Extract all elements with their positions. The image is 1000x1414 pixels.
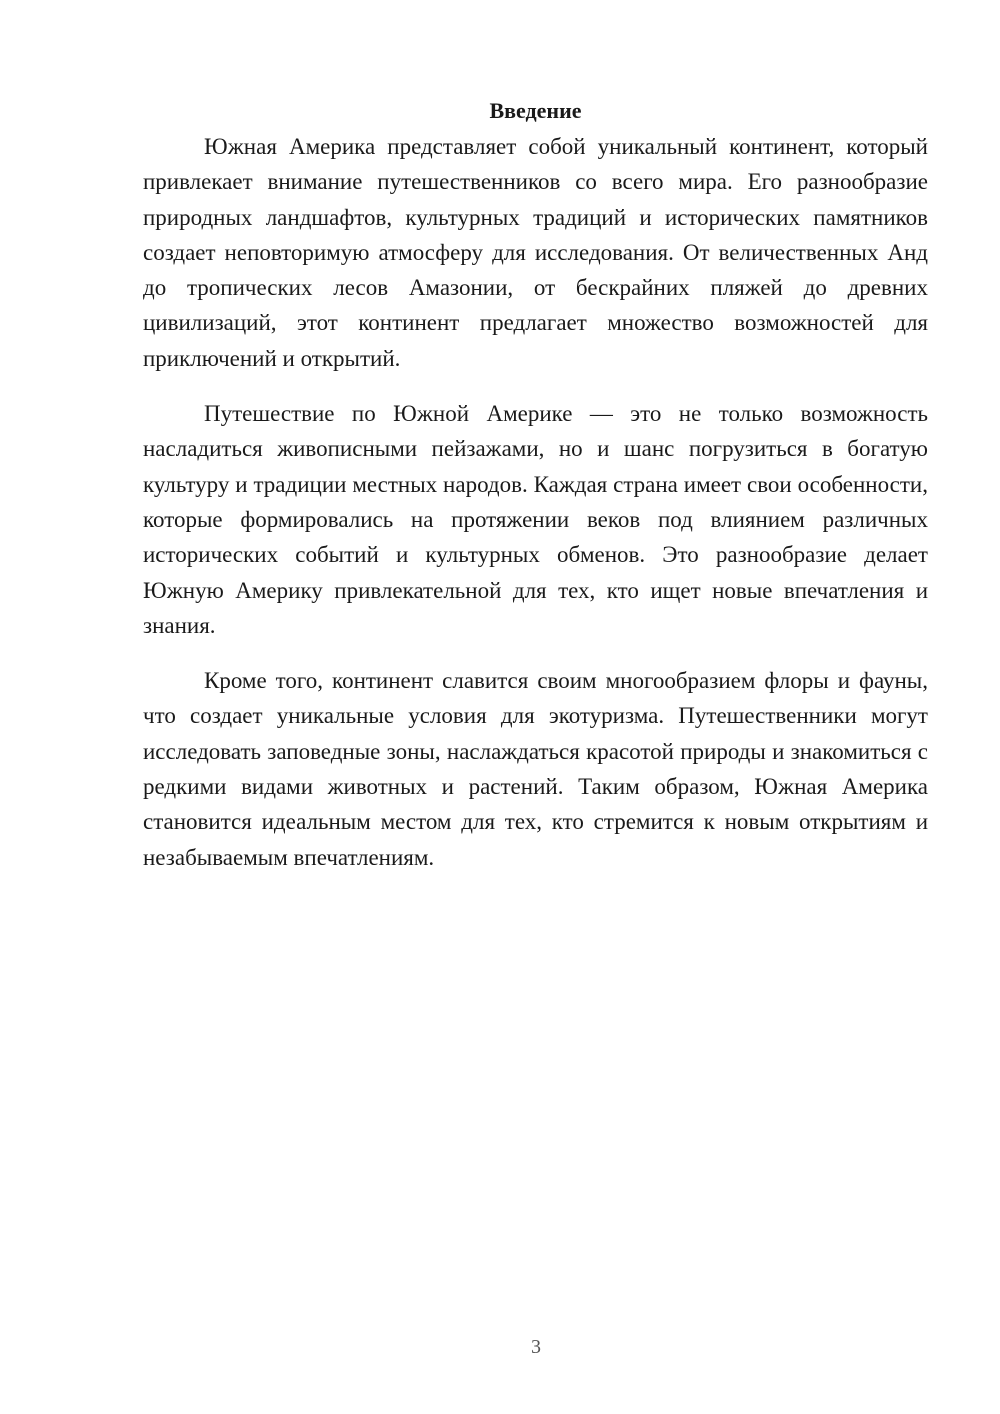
paragraph-2: Путешествие по Южной Америке — это не только возможность насладиться живописными пейзажами, но и шанс погрузиться в богатую культуру и традиции местных народов. Каждая страна имеет свои особенности, которые формировались на протяжении веков под влиянием различных исторических событий и культурных обменов. Это разнообразие делает Южную Америку привлекательной для тех, кто ищет новые впечатления и знания. [143,401,928,638]
page-number: 3 [531,1336,541,1358]
paragraph-1: Южная Америка представляет собой уникальный континент, который привлекает внимание путешественников со всего мира. Его разнообразие природных ландшафтов, культурных традиций и исторических памятников создает неповторимую атмосферу для исследования. От величественных Анд до тропических лесов Амазонии, от бескрайних пляжей до древних цивилизаций, этот континент предлагает множество возможностей для приключений и открытий. [143,134,928,371]
section-heading: Введение [489,98,582,123]
page-content [143,95,928,895]
paragraph-3: Кроме того, континент славится своим многообразием флоры и фауны, что создает уникальные условия для экотуризма. Путешественники могут исследовать заповедные зоны, наслаждаться красотой природы и знакомиться с редкими видами животных и растений. Таким образом, Южная Америка становится идеальным местом для тех, кто стремится к новым открытиям и незабываемым впечатлениям. [143,668,928,870]
